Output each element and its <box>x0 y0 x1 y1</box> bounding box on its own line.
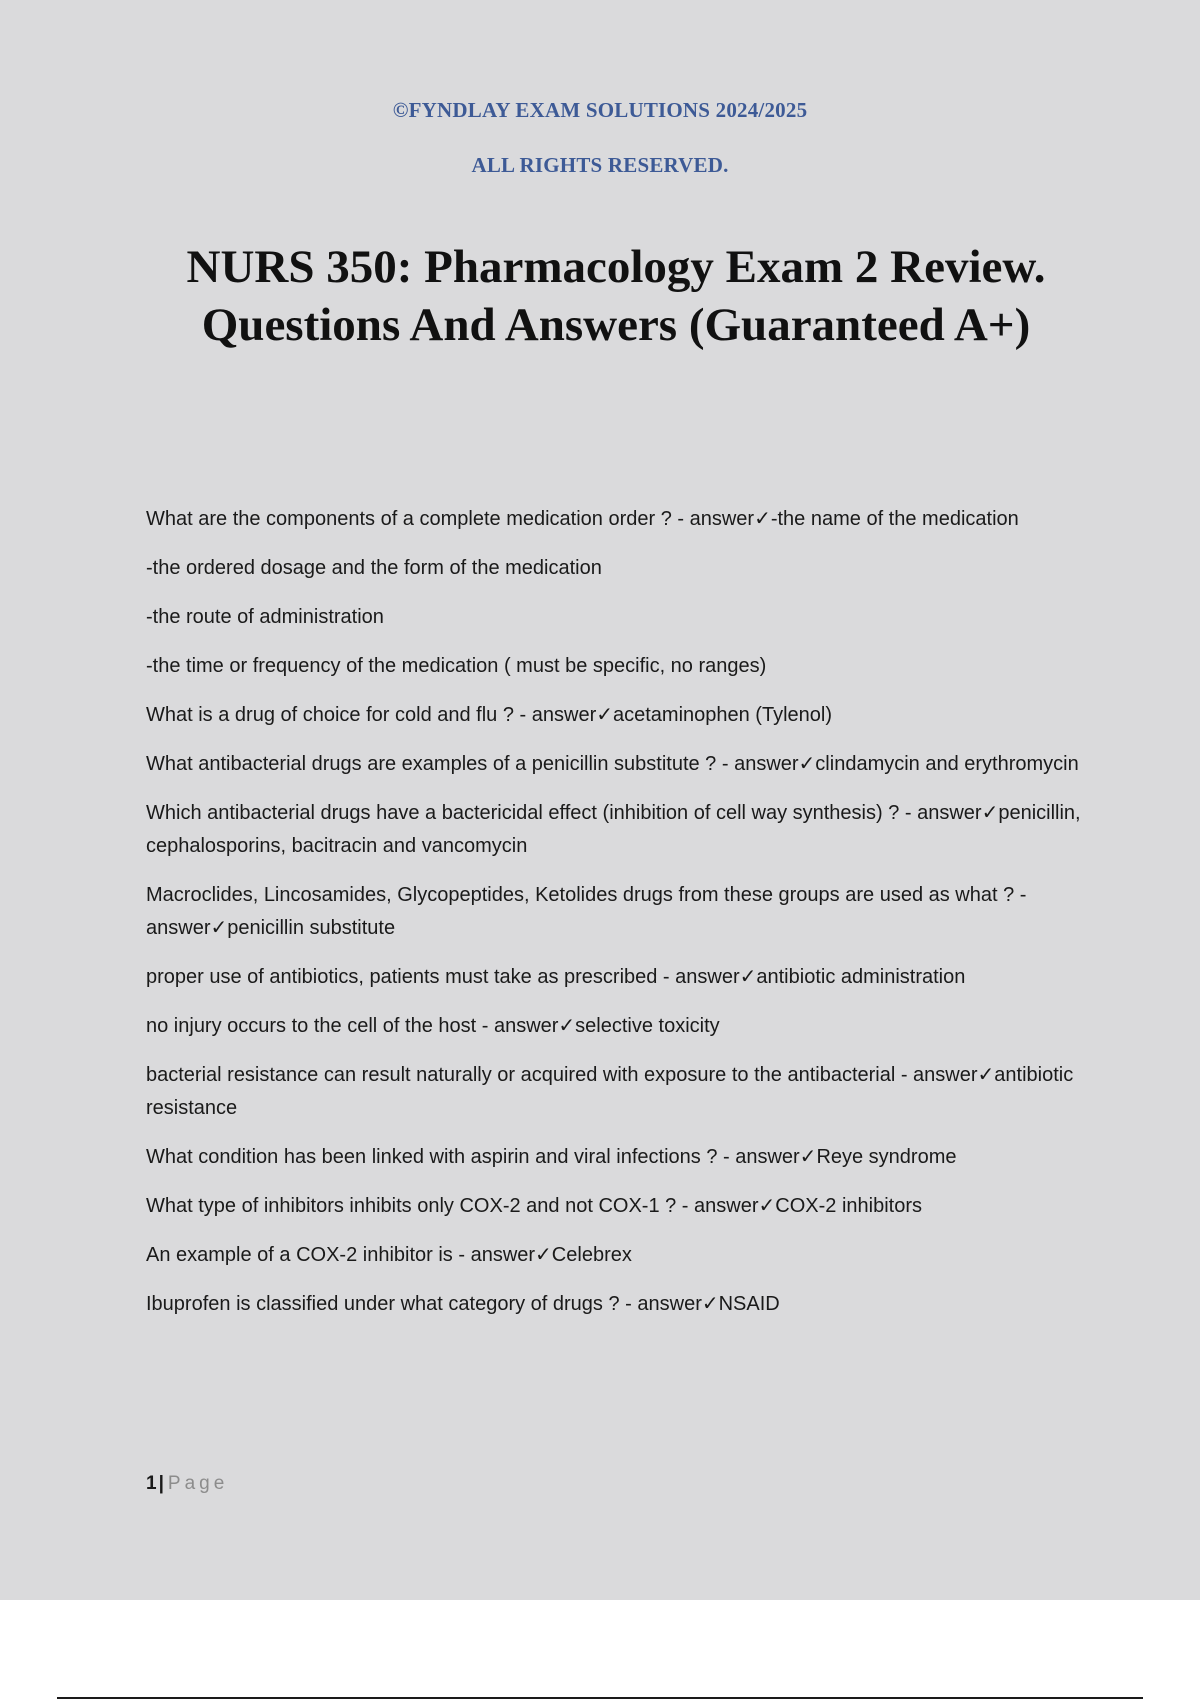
page-label: Page <box>167 1473 229 1494</box>
qa-item: no injury occurs to the cell of the host - answer✓selective toxicity <box>146 1015 720 1037</box>
qa-item: -the time or frequency of the medication ( must be specific, no ranges) <box>146 655 767 677</box>
page-footer <box>146 1473 228 1495</box>
qa-item: What antibacterial drugs are examples of a penicillin substitute ? - answer✓clindamycin and erythromycin <box>146 753 1079 775</box>
title-line-2: Questions And Answers (Guaranteed A+) <box>201 299 1031 351</box>
qa-item: bacterial resistance can result naturally or acquired with exposure to the antibacterial - answer✓antibiotic resistance <box>146 1064 1074 1119</box>
page-separator: | <box>158 1473 164 1494</box>
copyright-header: ©FYNDLAY EXAM SOLUTIONS 2024/2025 <box>392 98 808 122</box>
qa-item: What type of inhibitors inhibits only COX-2 and not COX-1 ? - answer✓COX-2 inhibitors <box>146 1195 922 1217</box>
question-answer-list <box>146 503 1086 1337</box>
rights-reserved-header: ALL RIGHTS RESERVED. <box>471 153 729 177</box>
page-number: 1 <box>146 1473 157 1494</box>
qa-item: What condition has been linked with aspirin and viral infections ? - answer✓Reye syndrome <box>146 1146 957 1168</box>
qa-item: An example of a COX-2 inhibitor is - answer✓Celebrex <box>146 1244 632 1266</box>
document-title <box>60 238 1172 354</box>
next-page-divider <box>57 1697 1143 1699</box>
qa-item: Which antibacterial drugs have a bactericidal effect (inhibition of cell way synthesis) ? - answer✓penicillin, cephalosporins, bacitracin and vancomycin <box>146 802 1081 857</box>
qa-item: -the ordered dosage and the form of the medication <box>146 557 602 579</box>
qa-item: Macroclides, Lincosamides, Glycopeptides, Ketolides drugs from these groups are used as what ? - answer✓penicillin substitute <box>146 884 1027 939</box>
qa-item: proper use of antibiotics, patients must take as prescribed - answer✓antibiotic administration <box>146 966 966 988</box>
qa-item: What are the components of a complete medication order ? - answer✓-the name of the medication <box>146 508 1019 530</box>
qa-item: What is a drug of choice for cold and flu ? - answer✓acetaminophen (Tylenol) <box>146 704 832 726</box>
qa-item: -the route of administration <box>146 606 384 628</box>
qa-item: Ibuprofen is classified under what category of drugs ? - answer✓NSAID <box>146 1293 780 1315</box>
title-line-1: NURS 350: Pharmacology Exam 2 Review. <box>186 241 1046 293</box>
